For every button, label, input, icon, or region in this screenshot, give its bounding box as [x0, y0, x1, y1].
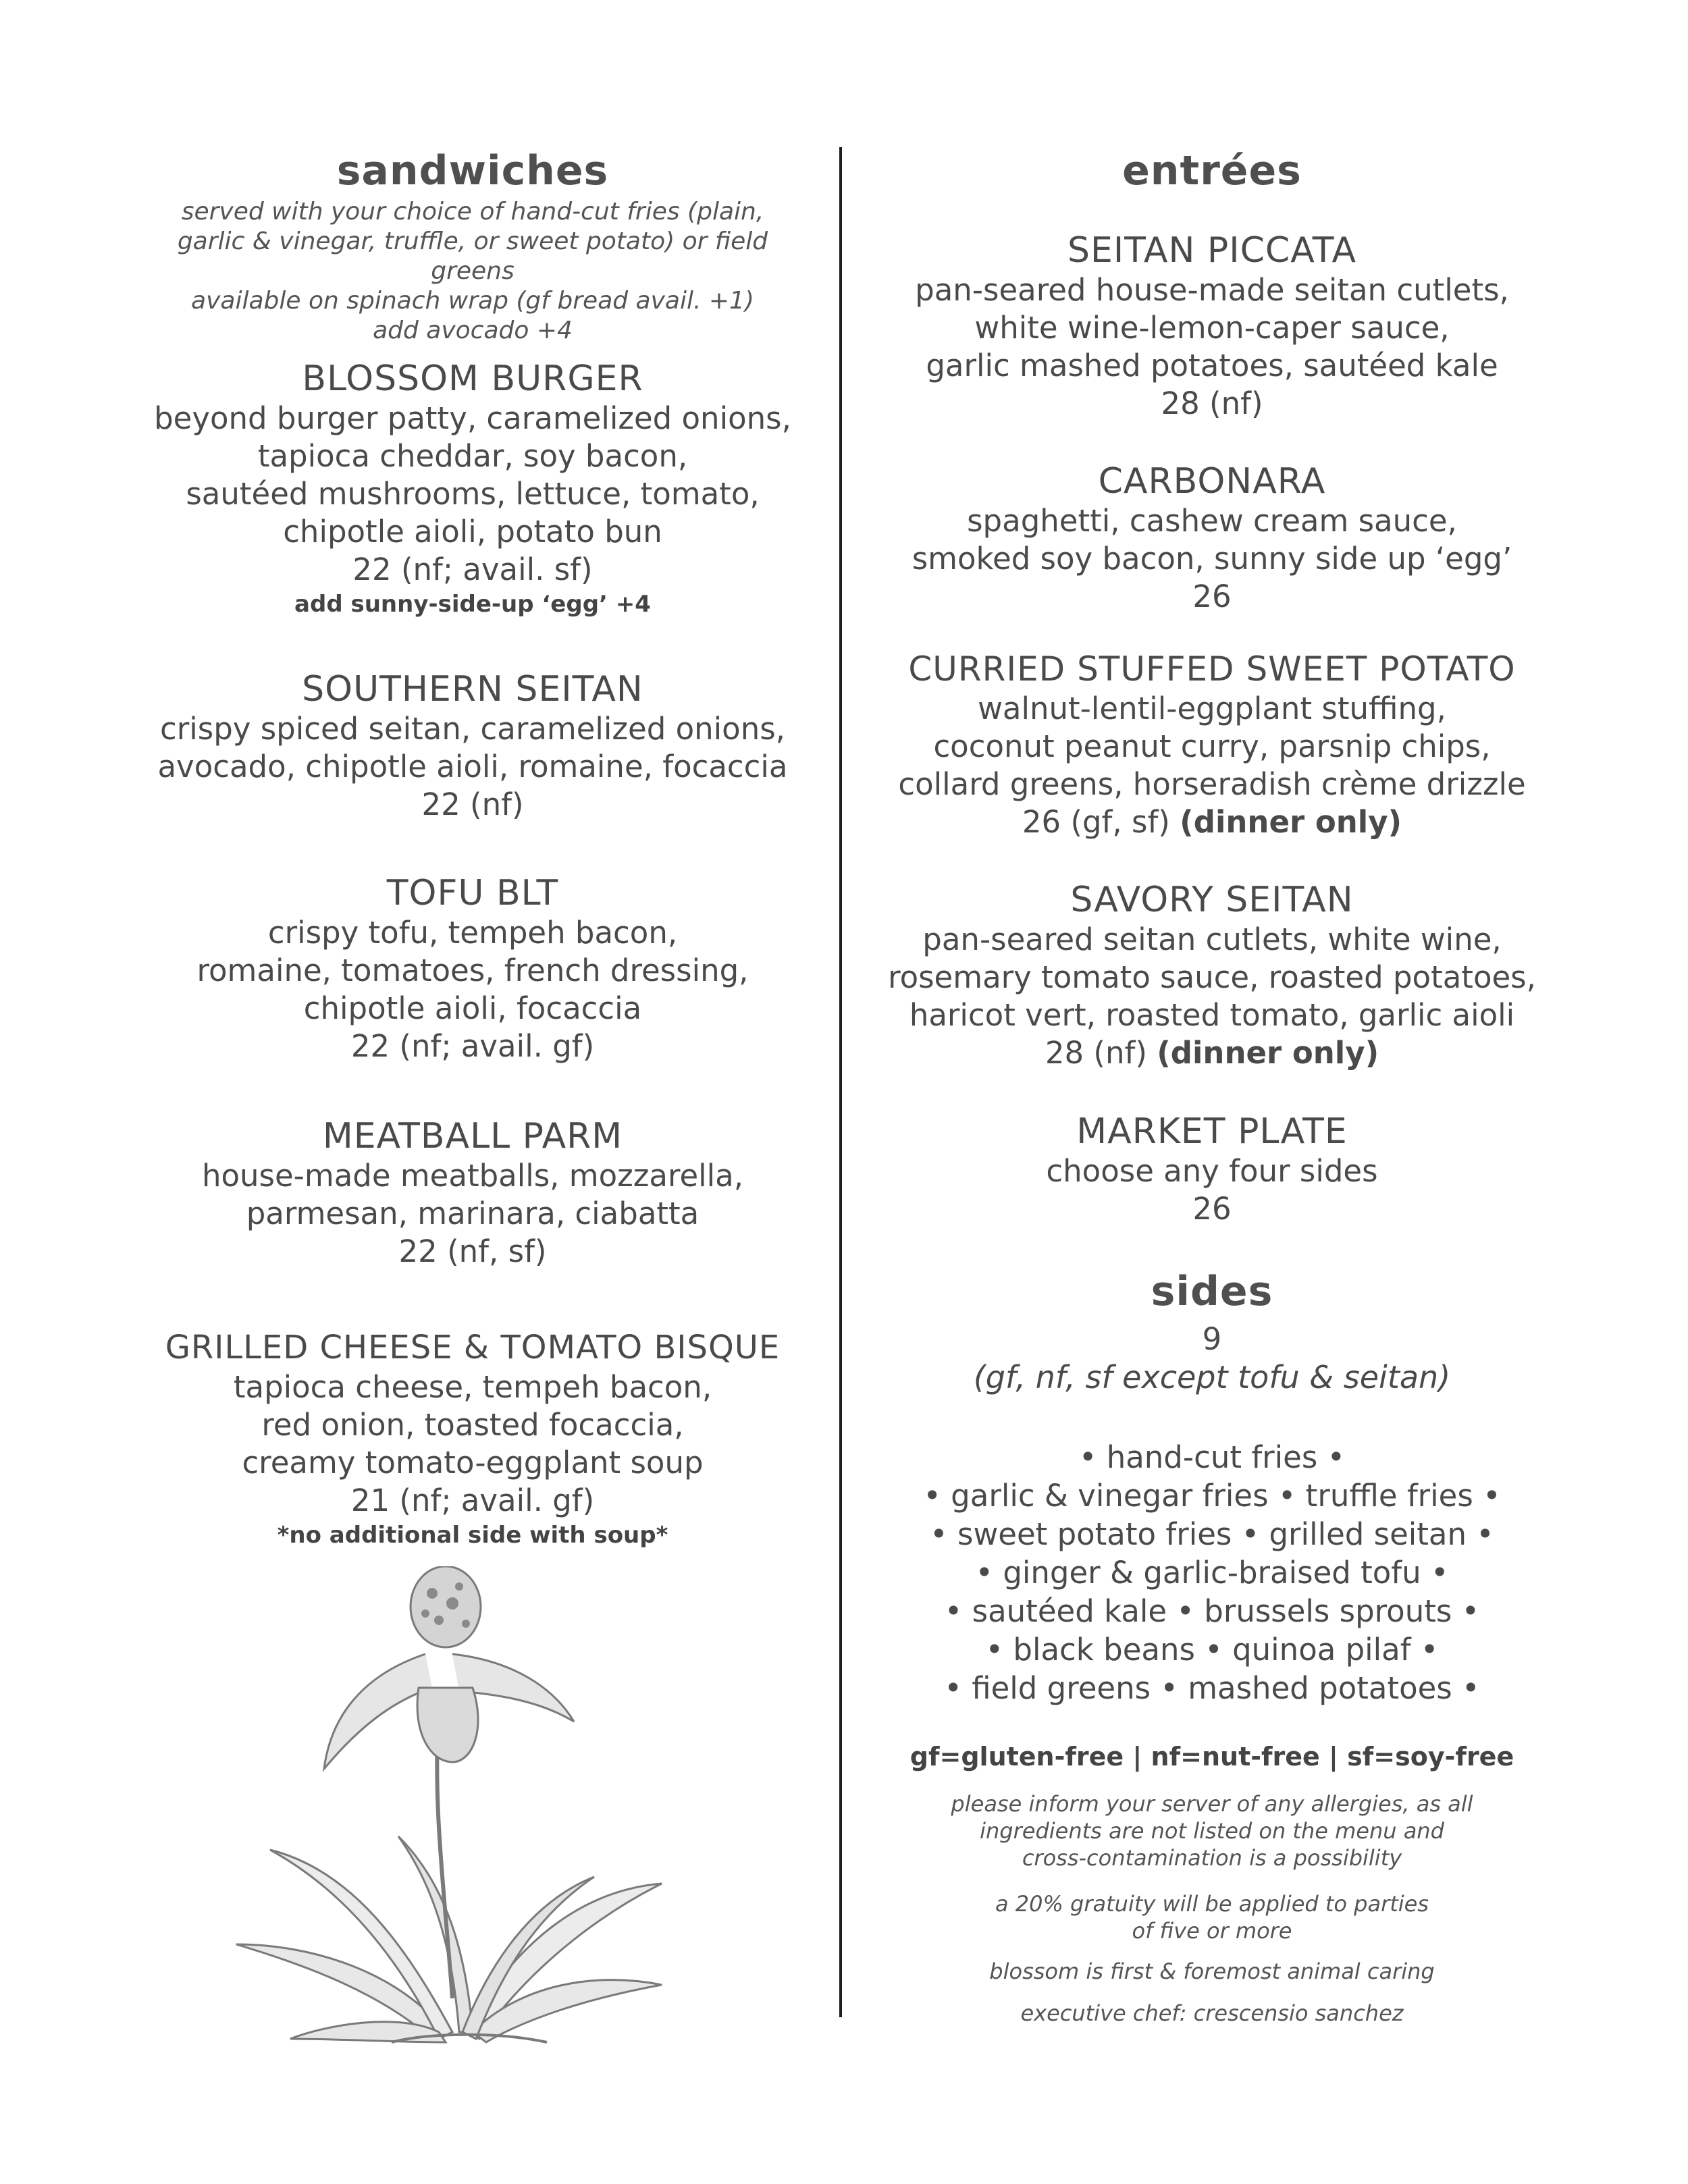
allergy-note: [871, 1790, 1553, 1871]
item-price: 21 (nf; avail. gf): [350, 1483, 595, 1518]
menu-item-carbonara: [871, 460, 1553, 616]
item-desc-line: garlic mashed potatoes, sautéed kale: [926, 348, 1498, 383]
menu-item-seitan-piccata: [871, 230, 1553, 423]
item-price: 26: [1192, 1191, 1232, 1227]
item-desc-line: chipotle aioli, focaccia: [303, 990, 642, 1026]
item-extra: add sunny-side-up ‘egg’ +4: [294, 591, 651, 618]
item-desc-line: pan-seared seitan cutlets, white wine,: [922, 922, 1502, 957]
sides-line: • sweet potato fries • grilled seitan •: [930, 1516, 1494, 1552]
sides-line: • field greens • mashed potatoes •: [944, 1670, 1480, 1706]
menu-item-market-plate: [871, 1111, 1553, 1228]
menu-item-grilled-cheese: [135, 1327, 810, 1551]
sides-line: • sautéed kale • brussels sprouts •: [944, 1593, 1480, 1629]
menu-item-savory-seitan: [871, 879, 1553, 1072]
sides-title: sides: [1151, 1268, 1273, 1315]
item-desc-line: rosemary tomato sauce, roasted potatoes,: [888, 959, 1536, 995]
price-value: 26 (gf, sf): [1022, 804, 1170, 840]
fine-line: a 20% gratuity will be applied to parties: [995, 1891, 1429, 1917]
note-line: served with your choice of hand-cut fries (plain,: [181, 198, 764, 225]
item-desc-line: creamy tomato-eggplant soup: [242, 1445, 704, 1481]
item-extra: *no additional side with soup*: [277, 1522, 668, 1549]
item-name: SEITAN PICCATA: [1067, 230, 1357, 271]
item-desc-line: sautéed mushrooms, lettuce, tomato,: [186, 476, 760, 512]
price-note: (dinner only): [1180, 804, 1402, 840]
item-desc-line: parmesan, marinara, ciabatta: [246, 1196, 700, 1231]
menu-item-tofu-blt: [135, 872, 810, 1065]
item-desc-line: romaine, tomatoes, french dressing,: [196, 953, 749, 988]
sides-note: (gf, nf, sf except tofu & seitan): [973, 1359, 1451, 1395]
item-name: MEATBALL PARM: [322, 1116, 623, 1156]
sides-line: • hand-cut fries •: [1078, 1439, 1346, 1475]
item-name: SAVORY SEITAN: [1070, 880, 1354, 920]
item-desc-line: haricot vert, roasted tomato, garlic aioli: [909, 997, 1515, 1033]
note-line: add avocado +4: [373, 317, 573, 344]
item-price: [871, 803, 1553, 841]
item-desc-line: beyond burger patty, caramelized onions,: [154, 400, 791, 436]
note-line: available on spinach wrap (gf bread avail. +1): [191, 287, 754, 315]
item-price: [871, 1034, 1553, 1072]
animal-caring-note: blossom is first & foremost animal caring: [989, 1959, 1435, 1984]
item-price: 26: [1192, 579, 1232, 614]
item-desc-line: walnut-lentil-eggplant stuffing,: [978, 691, 1446, 726]
item-desc-line: smoked soy bacon, sunny side up ‘egg’: [912, 541, 1512, 577]
item-name: TOFU BLT: [386, 873, 559, 913]
price-note: (dinner only): [1157, 1035, 1379, 1071]
price-value: 28 (nf): [1045, 1035, 1147, 1071]
item-price: 28 (nf): [1161, 385, 1263, 421]
fine-line: please inform your server of any allergies, as all: [951, 1791, 1473, 1817]
item-name: CARBONARA: [1098, 461, 1326, 502]
item-price: 22 (nf): [421, 787, 524, 822]
menu-item-southern-seitan: [135, 668, 810, 824]
item-desc-line: chipotle aioli, potato bun: [283, 514, 662, 550]
item-price: 22 (nf; avail. sf): [352, 552, 593, 587]
entrees-column: [871, 0, 1553, 2184]
item-desc-line: choose any four sides: [1046, 1153, 1378, 1189]
sides-price: 9: [1202, 1321, 1222, 1357]
item-name: GRILLED CHEESE & TOMATO BISQUE: [165, 1329, 781, 1366]
item-desc-line: house-made meatballs, mozzarella,: [201, 1158, 744, 1194]
item-desc-line: spaghetti, cashew cream sauce,: [967, 503, 1457, 539]
sides-line: • ginger & garlic-braised tofu •: [975, 1555, 1449, 1591]
dietary-legend: gf=gluten-free | nf=nut-free | sf=soy-free: [909, 1742, 1514, 1772]
item-desc-line: tapioca cheese, tempeh bacon,: [233, 1369, 712, 1405]
item-desc-line: pan-seared house-made seitan cutlets,: [915, 272, 1509, 308]
fine-line: of five or more: [1132, 1918, 1292, 1944]
orchid-illustration: [230, 1566, 675, 2052]
menu-item-meatball-parm: [135, 1115, 810, 1271]
item-name: SOUTHERN SEITAN: [302, 669, 643, 710]
item-name: MARKET PLATE: [1076, 1111, 1348, 1152]
chef-credit: executive chef: crescensio sanchez: [1020, 2000, 1404, 2026]
item-desc-line: crispy tofu, tempeh bacon,: [267, 915, 678, 951]
item-desc-line: collard greens, horseradish crème drizzle: [898, 766, 1526, 802]
fine-line: cross-contamination is a possibility: [1022, 1845, 1402, 1871]
menu-item-blossom-burger: [135, 358, 810, 620]
item-desc-line: white wine-lemon-caper sauce,: [974, 310, 1450, 346]
item-name: CURRIED STUFFED SWEET POTATO: [908, 649, 1516, 689]
sandwiches-note: [135, 197, 810, 346]
menu-item-curried-sweet-potato: [871, 648, 1553, 841]
sides-list: [871, 1438, 1553, 1707]
item-desc-line: crispy spiced seitan, caramelized onions,: [160, 711, 785, 747]
item-name: BLOSSOM BURGER: [302, 358, 643, 399]
note-line: garlic & vinegar, truffle, or sweet potato) or field greens: [177, 228, 768, 285]
item-price: 22 (nf, sf): [398, 1233, 547, 1269]
column-divider: [839, 147, 842, 2017]
entrees-title: entrées: [1122, 147, 1302, 194]
sides-line: • black beans • quinoa pilaf •: [985, 1632, 1439, 1668]
item-desc-line: coconut peanut curry, parsnip chips,: [933, 728, 1491, 764]
item-desc-line: avocado, chipotle aioli, romaine, focaccia: [157, 749, 788, 784]
sides-line: • garlic & vinegar fries • truffle fries •: [923, 1478, 1501, 1514]
sandwiches-title: sandwiches: [336, 147, 609, 194]
fine-line: ingredients are not listed on the menu and: [980, 1818, 1444, 1844]
item-desc-line: tapioca cheddar, soy bacon,: [257, 438, 688, 474]
item-desc-line: red onion, toasted focaccia,: [261, 1407, 684, 1443]
item-price: 22 (nf; avail. gf): [350, 1028, 595, 1064]
gratuity-note: [871, 1890, 1553, 1944]
